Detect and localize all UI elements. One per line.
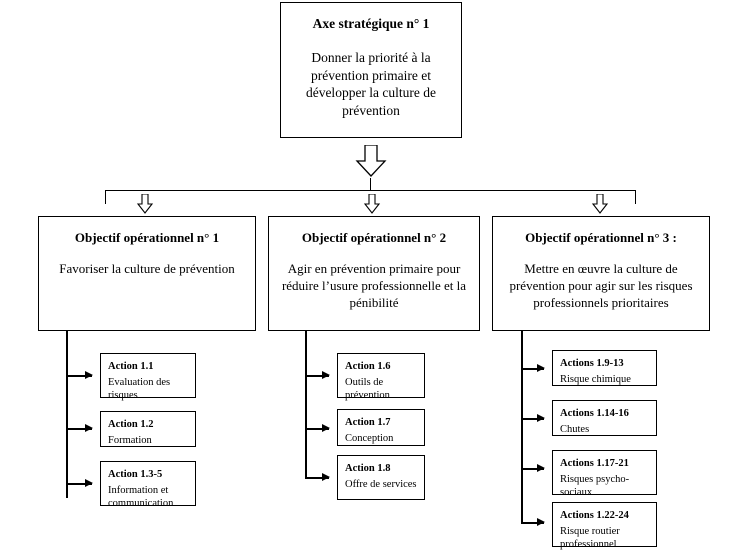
action-body-3-1: Risque chimique bbox=[560, 373, 631, 385]
action-body-1-2: Formation bbox=[108, 434, 152, 446]
action-body-2-1: Outils de prévention bbox=[345, 376, 390, 402]
action-body-3-4: Risque routier professionnel bbox=[560, 525, 620, 551]
action-box-3-3 bbox=[552, 450, 657, 499]
objective-title-3: Objectif opérationnel n° 3 : bbox=[525, 230, 677, 245]
action-box-2-3 bbox=[337, 455, 425, 500]
objective-body-3: Mettre en œuvre la culture de prévention pour agir sur les risques professionnels prioritaires bbox=[509, 261, 693, 311]
distribution-line-left-tick bbox=[105, 190, 106, 204]
small-block-down-arrow-icon-2 bbox=[363, 194, 381, 214]
action-title-3-4: Actions 1.22-24 bbox=[560, 510, 629, 521]
action-box-1-2 bbox=[100, 411, 196, 447]
action-title-2-3: Action 1.8 bbox=[345, 463, 391, 474]
action-title-2-1: Action 1.6 bbox=[345, 361, 391, 372]
action-title-2-2: Action 1.7 bbox=[345, 417, 391, 428]
small-block-down-arrow-icon-1 bbox=[136, 194, 154, 214]
right-arrow-icon-2-1 bbox=[305, 375, 329, 377]
action-title-3-2: Actions 1.14-16 bbox=[560, 408, 629, 419]
objective-box-2 bbox=[268, 216, 480, 331]
connector-spine-3 bbox=[521, 331, 523, 523]
action-body-3-3: Risques psycho-sociaux bbox=[560, 473, 630, 499]
action-box-1-3 bbox=[100, 461, 196, 510]
strategic-axis-box bbox=[280, 2, 462, 138]
action-body-2-2: Conception bbox=[345, 432, 394, 444]
objective-box-1 bbox=[38, 216, 256, 331]
distribution-line-right-tick bbox=[635, 190, 636, 204]
strategic-axis-title: Axe stratégique n° 1 bbox=[312, 16, 430, 31]
block-down-arrow-icon bbox=[355, 145, 387, 177]
right-arrow-icon-3-3 bbox=[521, 468, 544, 470]
objective-title-1: Objectif opérationnel n° 1 bbox=[74, 230, 220, 245]
small-block-down-arrow-icon-3 bbox=[591, 194, 609, 214]
action-box-3-4 bbox=[552, 502, 657, 551]
action-box-1-1 bbox=[100, 353, 196, 402]
action-box-3-1 bbox=[552, 350, 657, 386]
action-title-3-3: Actions 1.17-21 bbox=[560, 458, 629, 469]
right-arrow-icon-3-1 bbox=[521, 368, 544, 370]
action-title-1-1: Action 1.1 bbox=[108, 361, 154, 372]
right-arrow-icon-2-2 bbox=[305, 428, 329, 430]
right-arrow-icon-3-2 bbox=[521, 418, 544, 420]
action-body-3-2: Chutes bbox=[560, 423, 590, 435]
action-body-2-3: Offre de services bbox=[345, 478, 417, 490]
right-arrow-icon-1-2 bbox=[66, 428, 92, 430]
action-title-3-1: Actions 1.9-13 bbox=[560, 358, 624, 369]
right-arrow-icon-3-4 bbox=[521, 522, 544, 524]
distribution-line-center-stem bbox=[370, 178, 371, 191]
action-box-2-2 bbox=[337, 409, 425, 446]
objective-box-3 bbox=[492, 216, 710, 331]
action-title-1-2: Action 1.2 bbox=[108, 419, 154, 430]
connector-spine-1 bbox=[66, 331, 68, 498]
strategic-axis-body: Donner la priorité à la prévention primaire et développer la culture de prévention bbox=[305, 49, 437, 119]
right-arrow-icon-1-3 bbox=[66, 483, 92, 485]
action-box-2-1 bbox=[337, 353, 425, 402]
objective-body-1: Favoriser la culture de prévention bbox=[59, 261, 235, 277]
right-arrow-icon-1-1 bbox=[66, 375, 92, 377]
objective-body-2: Agir en prévention primaire pour réduire l’usure professionnelle et la pénibilité bbox=[281, 261, 467, 311]
right-arrow-icon-2-3 bbox=[305, 477, 329, 479]
action-body-1-1: Evaluation des risques bbox=[108, 376, 171, 402]
action-box-3-2 bbox=[552, 400, 657, 436]
objective-title-2: Objectif opérationnel n° 2 bbox=[301, 230, 447, 245]
action-title-1-3: Action 1.3-5 bbox=[108, 469, 163, 480]
action-body-1-3: Information et communication bbox=[108, 484, 174, 510]
connector-spine-2 bbox=[305, 331, 307, 478]
